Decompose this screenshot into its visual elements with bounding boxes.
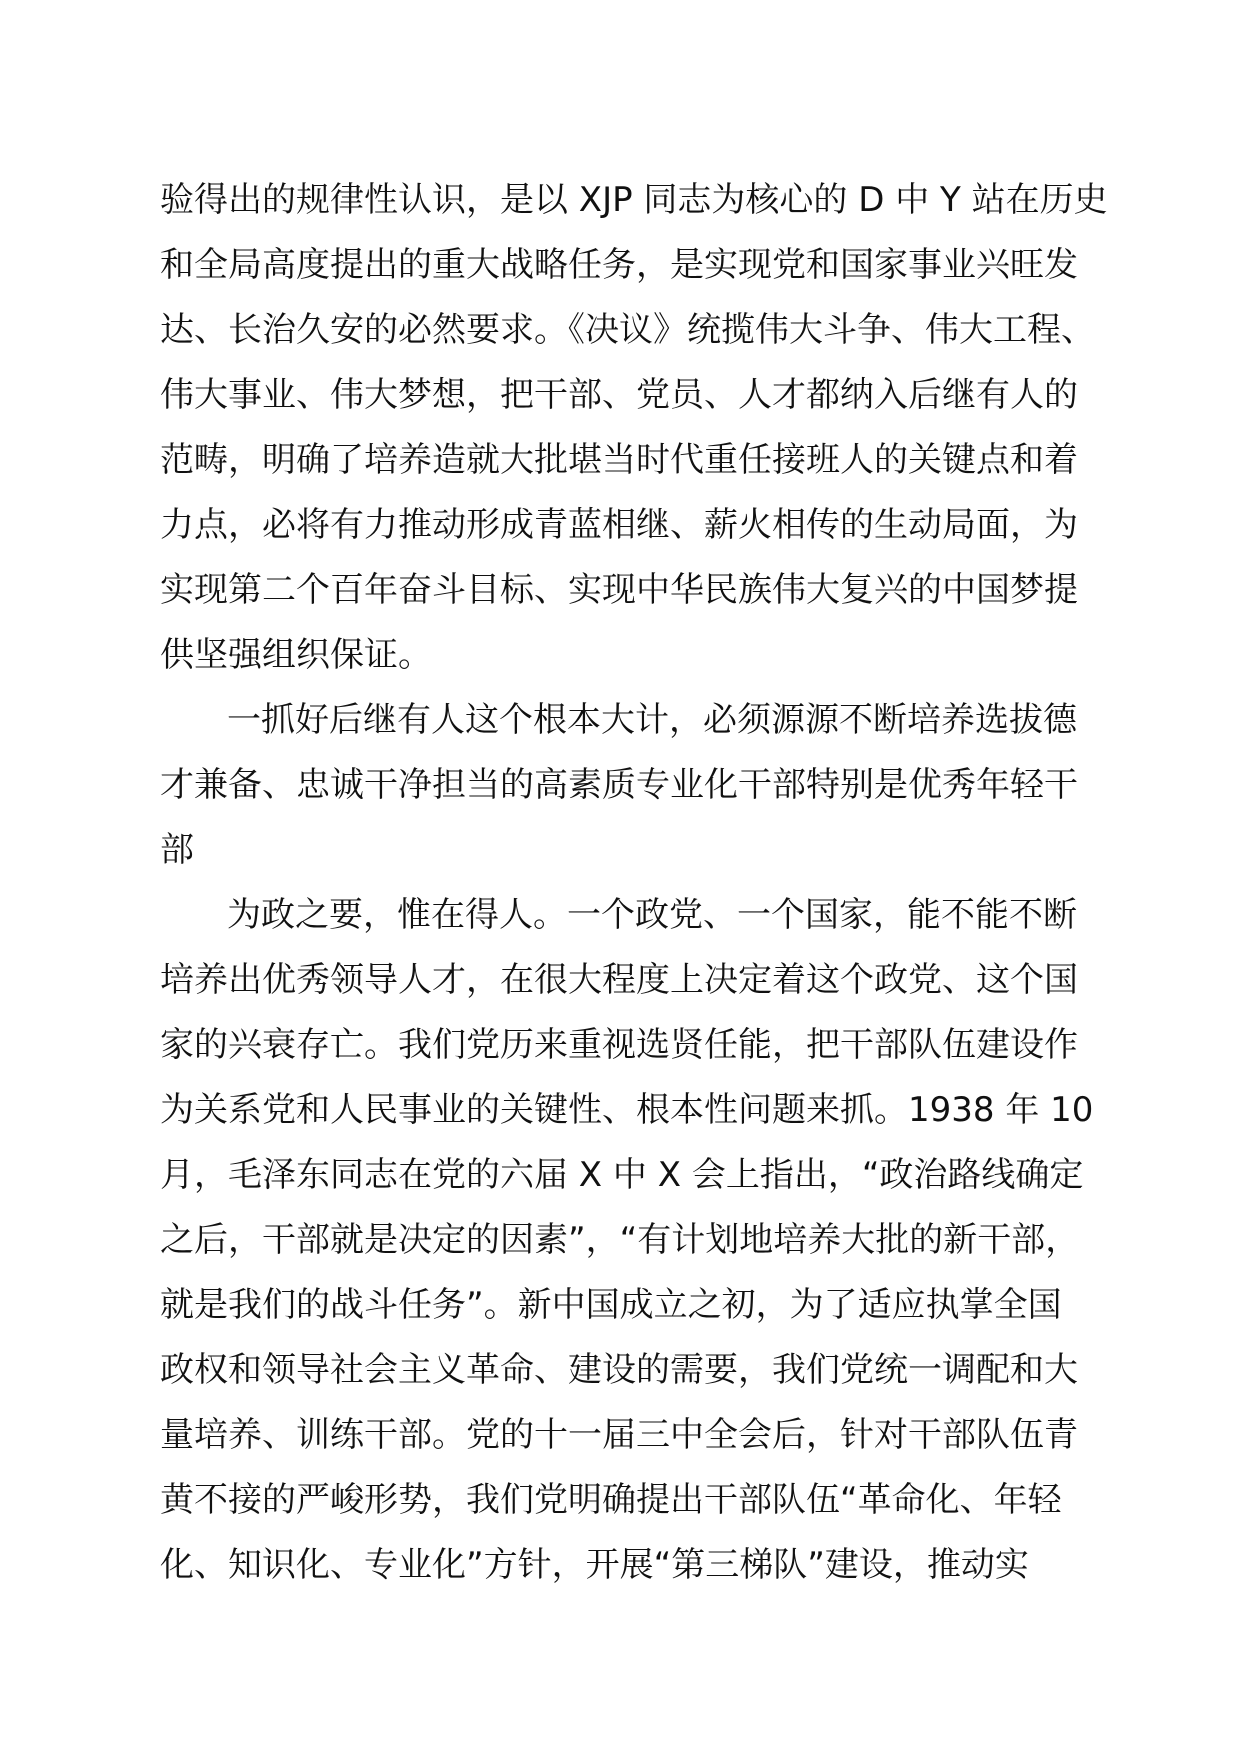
text-line: 达、长治久安的必然要求。《决议》统揽伟大斗争、伟大工程、: [160, 310, 1095, 350]
text-line: 力点，必将有力推动形成青蓝相继、薪火相传的生动局面，为: [160, 505, 1078, 545]
text-line: 为关系党和人民事业的关键性、根本性问题来抓。1938 年 10: [160, 1090, 1094, 1130]
text-line: 政权和领导社会主义革命、建设的需要，我们党统一调配和大: [160, 1350, 1078, 1390]
body-text: [160, 168, 1120, 1598]
paragraph-3: [160, 883, 1120, 1598]
text-line: 一抓好后继有人这个根本大计，必须源源不断培养选拔德: [227, 700, 1077, 740]
text-line: 月，毛泽东同志在党的六届 X 中 X 会上指出，“政治路线确定: [160, 1155, 1084, 1195]
text-line: 和全局高度提出的重大战略任务，是实现党和国家事业兴旺发: [160, 245, 1078, 285]
text-line: 部: [160, 830, 194, 870]
text-line: 之后，干部就是决定的因素”，“有计划地培养大批的新干部，: [160, 1220, 1080, 1260]
text-line: 才兼备、忠诚干净担当的高素质专业化干部特别是优秀年轻干: [160, 765, 1078, 805]
text-line: 供坚强组织保证。: [160, 635, 432, 675]
paragraph-2: [160, 688, 1120, 883]
text-line: 实现第二个百年奋斗目标、实现中华民族伟大复兴的中国梦提: [160, 570, 1078, 610]
text-line: 量培养、训练干部。党的十一届三中全会后，针对干部队伍青: [160, 1415, 1078, 1455]
text-line: 培养出优秀领导人才，在很大程度上决定着这个政党、这个国: [160, 960, 1078, 1000]
text-line: 黄不接的严峻形势，我们党明确提出干部队伍“革命化、年轻: [160, 1480, 1062, 1520]
text-line: 伟大事业、伟大梦想，把干部、党员、人才都纳入后继有人的: [160, 375, 1078, 415]
text-line: 为政之要，惟在得人。一个政党、一个国家，能不能不断: [227, 895, 1077, 935]
paragraph-1: [160, 168, 1120, 688]
text-line: 验得出的规律性认识，是以 XJP 同志为核心的 D 中 Y 站在历史: [160, 180, 1108, 220]
text-line: 就是我们的战斗任务”。新中国成立之初，为了适应执掌全国: [160, 1285, 1062, 1325]
text-line: 家的兴衰存亡。我们党历来重视选贤任能，把干部队伍建设作: [160, 1025, 1078, 1065]
text-line: 范畴，明确了培养造就大批堪当时代重任接班人的关键点和着: [160, 440, 1078, 480]
text-line: 化、知识化、专业化”方针，开展“第三梯队”建设，推动实: [160, 1545, 1029, 1585]
